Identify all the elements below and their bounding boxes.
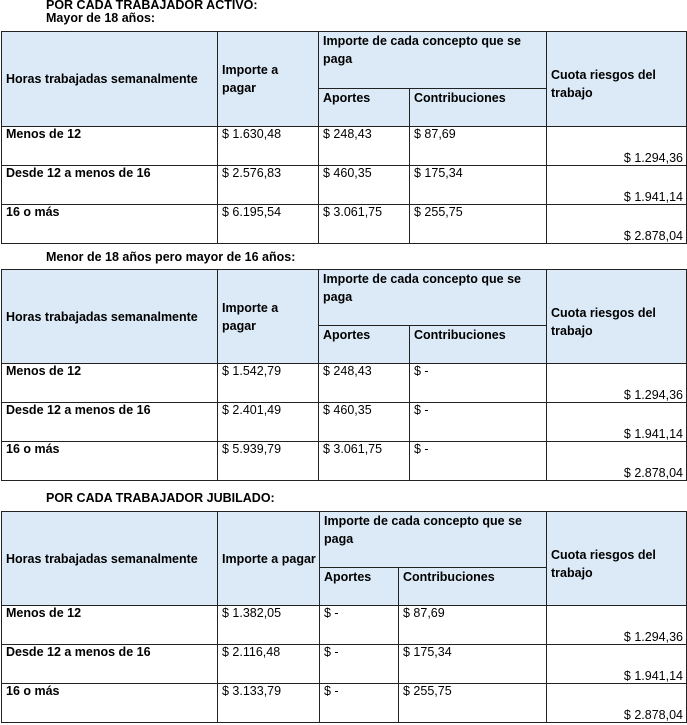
table-jubilado xyxy=(1,511,687,723)
row-cuota: $ 1.294,36 xyxy=(547,606,687,645)
row-contribuciones: $ - xyxy=(410,403,547,442)
row-cuota: $ 1.941,14 xyxy=(547,403,687,442)
row-cuota: $ 2.878,04 xyxy=(547,442,687,481)
row-hours: Desde 12 a menos de 16 xyxy=(2,645,218,684)
row-importe: $ 1.630,48 xyxy=(218,127,319,166)
table-row xyxy=(2,364,687,403)
row-hours: Menos de 12 xyxy=(2,364,218,403)
header-contribuciones: Contribuciones xyxy=(410,89,547,127)
row-importe: $ 1.542,79 xyxy=(218,364,319,403)
header-aportes: Aportes xyxy=(320,568,399,606)
table-mayor-18 xyxy=(1,31,687,244)
row-contribuciones: $ 175,34 xyxy=(399,645,547,684)
table-row xyxy=(2,127,687,166)
row-cuota: $ 1.941,14 xyxy=(547,166,687,205)
row-contribuciones: $ 255,75 xyxy=(399,684,547,723)
header-contribuciones: Contribuciones xyxy=(410,326,547,364)
table-row xyxy=(2,403,687,442)
header-aportes: Aportes xyxy=(319,326,410,364)
row-aportes: $ - xyxy=(320,606,399,645)
header-aportes: Aportes xyxy=(319,89,410,127)
table-row xyxy=(2,645,687,684)
header-importe: Importe a pagar xyxy=(218,32,319,127)
row-aportes: $ 460,35 xyxy=(319,403,410,442)
row-aportes: $ 3.061,75 xyxy=(319,205,410,244)
row-cuota: $ 1.294,36 xyxy=(547,364,687,403)
table-row xyxy=(2,684,687,723)
row-cuota: $ 2.878,04 xyxy=(547,205,687,244)
row-importe: $ 2.116,48 xyxy=(218,645,320,684)
row-aportes: $ - xyxy=(320,645,399,684)
table-row xyxy=(2,166,687,205)
row-importe: $ 1.382,05 xyxy=(218,606,320,645)
row-aportes: $ 248,43 xyxy=(319,127,410,166)
row-aportes: $ 460,35 xyxy=(319,166,410,205)
header-cuota: Cuota riesgos del trabajo xyxy=(547,512,687,606)
header-cuota: Cuota riesgos del trabajo xyxy=(547,32,687,127)
row-cuota: $ 1.941,14 xyxy=(547,645,687,684)
row-hours: Menos de 12 xyxy=(2,606,218,645)
row-hours: Menos de 12 xyxy=(2,127,218,166)
header-hours: Horas trabajadas semanalmente xyxy=(2,32,218,127)
row-contribuciones: $ 175,34 xyxy=(410,166,547,205)
row-hours: 16 o más xyxy=(2,205,218,244)
row-importe: $ 5.939,79 xyxy=(218,442,319,481)
row-contribuciones: $ - xyxy=(410,364,547,403)
table-row xyxy=(2,442,687,481)
header-importe: Importe a pagar xyxy=(218,270,319,364)
row-aportes: $ - xyxy=(320,684,399,723)
row-hours: 16 o más xyxy=(2,684,218,723)
section-title-jubilado: POR CADA TRABAJADOR JUBILADO: xyxy=(46,491,275,505)
row-importe: $ 3.133,79 xyxy=(218,684,320,723)
subtitle-menor-18: Menor de 18 años pero mayor de 16 años: xyxy=(46,250,296,264)
row-contribuciones: $ 87,69 xyxy=(410,127,547,166)
header-hours: Horas trabajadas semanalmente xyxy=(2,270,218,364)
row-importe: $ 6.195,54 xyxy=(218,205,319,244)
table-row xyxy=(2,205,687,244)
header-concepto: Importe de cada concepto que se paga xyxy=(319,270,547,326)
header-concepto: Importe de cada concepto que se paga xyxy=(319,32,547,89)
row-aportes: $ 248,43 xyxy=(319,364,410,403)
row-aportes: $ 3.061,75 xyxy=(319,442,410,481)
header-cuota: Cuota riesgos del trabajo xyxy=(547,270,687,364)
row-cuota: $ 1.294,36 xyxy=(547,127,687,166)
table-row xyxy=(2,606,687,645)
row-hours: Desde 12 a menos de 16 xyxy=(2,403,218,442)
subtitle-mayor-18: Mayor de 18 años: xyxy=(46,11,156,25)
row-hours: Desde 12 a menos de 16 xyxy=(2,166,218,205)
header-importe: Importe a pagar xyxy=(218,512,320,606)
row-contribuciones: $ 87,69 xyxy=(399,606,547,645)
header-contribuciones: Contribuciones xyxy=(399,568,547,606)
section-title-activo: POR CADA TRABAJADOR ACTIVO: xyxy=(46,0,258,12)
row-cuota: $ 2.878,04 xyxy=(547,684,687,723)
header-hours: Horas trabajadas semanalmente xyxy=(2,512,218,606)
row-importe: $ 2.401,49 xyxy=(218,403,319,442)
row-importe: $ 2.576,83 xyxy=(218,166,319,205)
table-menor-18 xyxy=(1,269,687,481)
header-concepto: Importe de cada concepto que se paga xyxy=(320,512,547,568)
row-contribuciones: $ - xyxy=(410,442,547,481)
row-hours: 16 o más xyxy=(2,442,218,481)
row-contribuciones: $ 255,75 xyxy=(410,205,547,244)
